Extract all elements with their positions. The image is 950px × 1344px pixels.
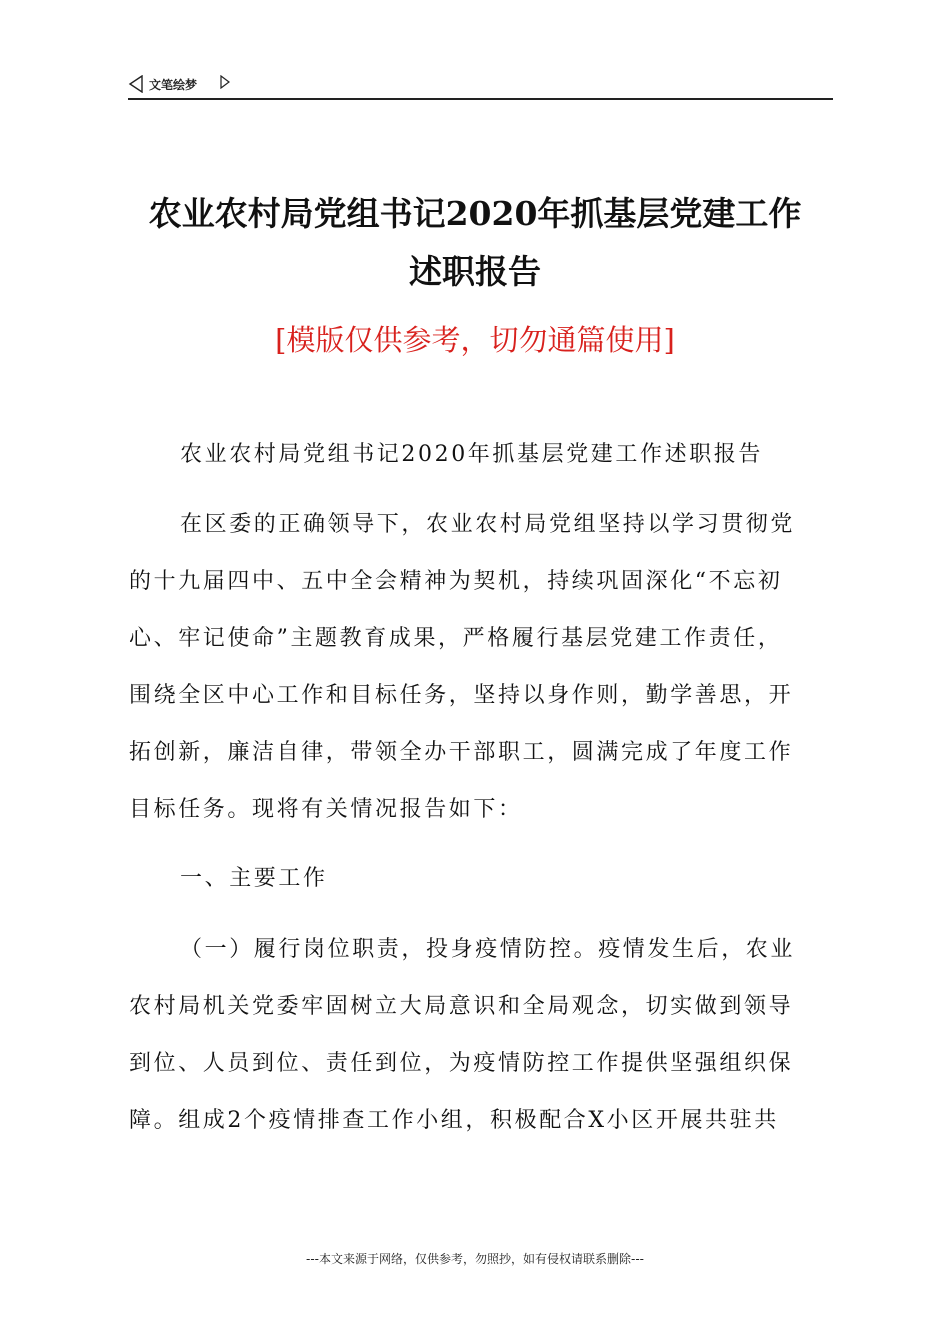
paragraph-line: 在区委的正确领导下，农业农村局党组坚持以学习贯彻党 (180, 512, 796, 537)
paragraph-line: 到位、人员到位、责任到位，为疫情防控工作提供坚强组织保 (129, 1051, 794, 1076)
paragraph-line: （一）履行岗位职责，投身疫情防控。疫情发生后，农业 (180, 937, 796, 962)
paragraph-line: 拓创新，廉洁自律，带领全办干部职工，圆满完成了年度工作 (129, 740, 794, 765)
section-heading: 一、主要工作 (180, 866, 328, 891)
triangle-right-icon (219, 74, 231, 93)
paragraph-line: 的十九届四中、五中全会精神为契机，持续巩固深化“不忘初 (129, 569, 783, 594)
body-heading: 农业农村局党组书记2020年抓基层党建工作述职报告 (180, 442, 763, 467)
paragraph-line: 心、牢记使命”主题教育成果，严格履行基层党建工作责任， (129, 626, 783, 651)
document-title-line-2: 述职报告 (409, 252, 541, 291)
triangle-left-icon (128, 75, 144, 97)
paragraph-line: 围绕全区中心工作和目标任务，坚持以身作则，勤学善思，开 (129, 683, 794, 708)
page-header (128, 72, 833, 100)
paragraph-line: 障。组成2个疫情排查工作小组，积极配合X小区开展共驻共 (129, 1108, 779, 1133)
page-footer: ---本文来源于网络，仅供参考，勿照抄，如有侵权请联系删除--- (306, 1252, 644, 1266)
paragraph-line: 目标任务。现将有关情况报告如下： (129, 797, 523, 822)
template-notice: [模版仅供参考，切勿通篇使用] (275, 323, 675, 357)
paragraph-line: 农村局机关党委牢固树立大局意识和全局观念，切实做到领导 (129, 994, 794, 1019)
header-brand: 文笔绘梦 (149, 78, 198, 92)
document-title-line-1: 农业农村局党组书记2020年抓基层党建工作 (148, 194, 802, 233)
